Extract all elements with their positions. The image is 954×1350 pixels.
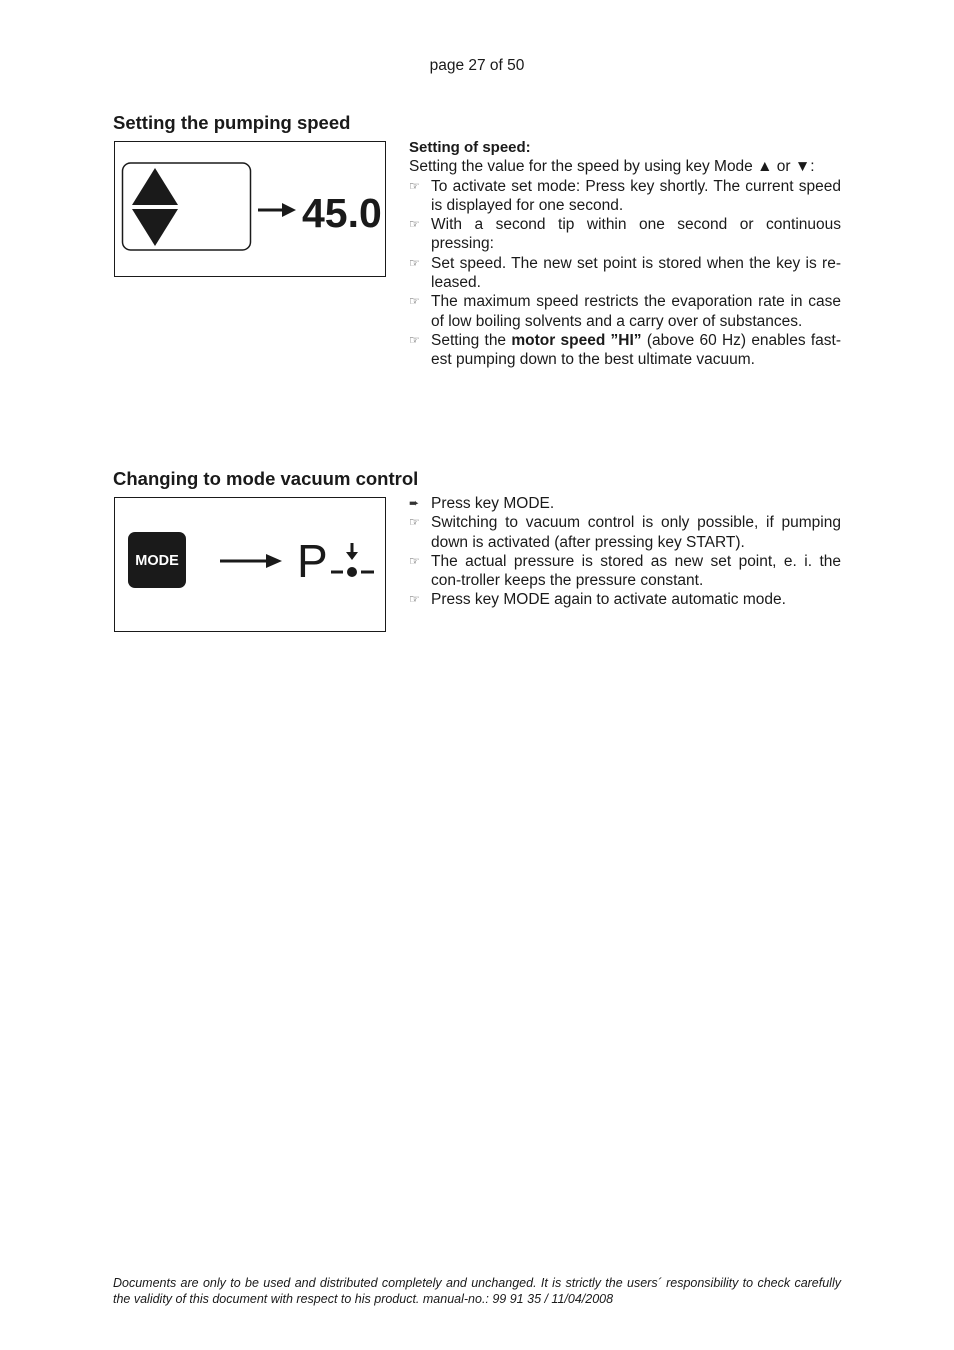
arrow-right-icon <box>258 203 296 217</box>
list-item-text: Press key MODE. <box>431 495 555 512</box>
triangle-down-icon: ▼ <box>794 158 811 176</box>
list-item <box>409 552 841 591</box>
list-item <box>409 177 841 216</box>
pointing-hand-icon: ☞ <box>409 178 420 193</box>
section-title-vacuum-control: Changing to mode vacuum control <box>113 468 419 489</box>
speed-steps <box>409 177 841 370</box>
pointing-hand-icon: ☞ <box>409 592 420 607</box>
speed-figure <box>114 141 386 277</box>
section-title-pumping-speed: Setting the pumping speed <box>113 112 351 133</box>
display-letter: P <box>297 535 328 587</box>
list-item <box>409 292 841 331</box>
arrow-right-icon <box>220 554 282 568</box>
footer-disclaimer: Documents are only to be used and distributed completely and unchanged. It is strictly the users´ responsibility to check carefully the validity of this document with respect to his product. manual-no.: 99 91 35 / 11/04/2008 <box>113 1276 841 1306</box>
speed-instructions <box>409 138 841 370</box>
list-item-text: With a second tip within one second or continuous pressing: <box>431 216 841 253</box>
list-item <box>409 494 841 513</box>
display-value: 45.0 <box>302 190 382 236</box>
pointing-hand-icon: ☞ <box>409 515 420 530</box>
list-item-text: Setting the <box>431 331 507 349</box>
list-item <box>409 254 841 293</box>
triangle-up-icon: ▲ <box>757 158 773 176</box>
list-item-text: (above 60 Hz) enables fast-est pumping down to the best ultimate vacuum. <box>431 331 842 369</box>
pointing-hand-icon: ☞ <box>409 553 420 568</box>
list-item <box>409 331 841 370</box>
list-item-text: The maximum speed restricts the evaporation rate in case of low boiling solvents and a carry over of substances. <box>431 293 841 330</box>
intro-or: or <box>776 158 791 176</box>
list-item <box>409 513 841 552</box>
arrow-bullet-icon: ➨ <box>409 496 420 510</box>
mode-key-outline <box>123 163 251 250</box>
pointing-hand-icon: ☞ <box>409 294 420 309</box>
mode-key-label: MODE <box>135 553 179 569</box>
motor-speed-hi-label: motor speed ”HI” <box>511 331 642 349</box>
list-item-text: To activate set mode: Press key shortly. The current speed is displayed for one second. <box>431 177 841 214</box>
speed-figure-drawing <box>115 142 385 275</box>
mode-figure-drawing <box>115 498 385 630</box>
list-item-text: Switching to vacuum control is only possible, if pumping down is activated (after pressing key START). <box>431 514 841 551</box>
list-item-text: Set speed. The new set point is stored when the key is re-leased. <box>431 254 841 292</box>
subheading-setting-of-speed: Setting of speed: <box>409 139 531 156</box>
triangle-up-icon <box>132 168 178 205</box>
speed-intro <box>409 157 841 176</box>
intro-colon: : <box>810 158 815 176</box>
list-item <box>409 590 841 609</box>
list-item-text: Press key MODE again to activate automatic mode. <box>431 591 786 609</box>
mode-instructions <box>409 494 841 610</box>
pointing-hand-icon: ☞ <box>409 217 420 232</box>
intro-text: Setting the value for the speed by using key Mode <box>409 158 753 176</box>
triangle-down-icon <box>132 209 178 246</box>
page-number: page 27 of 50 <box>429 57 525 74</box>
mode-figure <box>114 497 386 632</box>
pointing-hand-icon: ☞ <box>409 255 420 270</box>
vacuum-control-icon <box>331 543 374 577</box>
pointing-hand-icon: ☞ <box>409 332 420 347</box>
list-item <box>409 215 841 254</box>
mode-steps <box>409 494 841 610</box>
list-item-text: The actual pressure is stored as new set point, e. i. the con-troller keeps the pressure constant. <box>431 552 841 590</box>
